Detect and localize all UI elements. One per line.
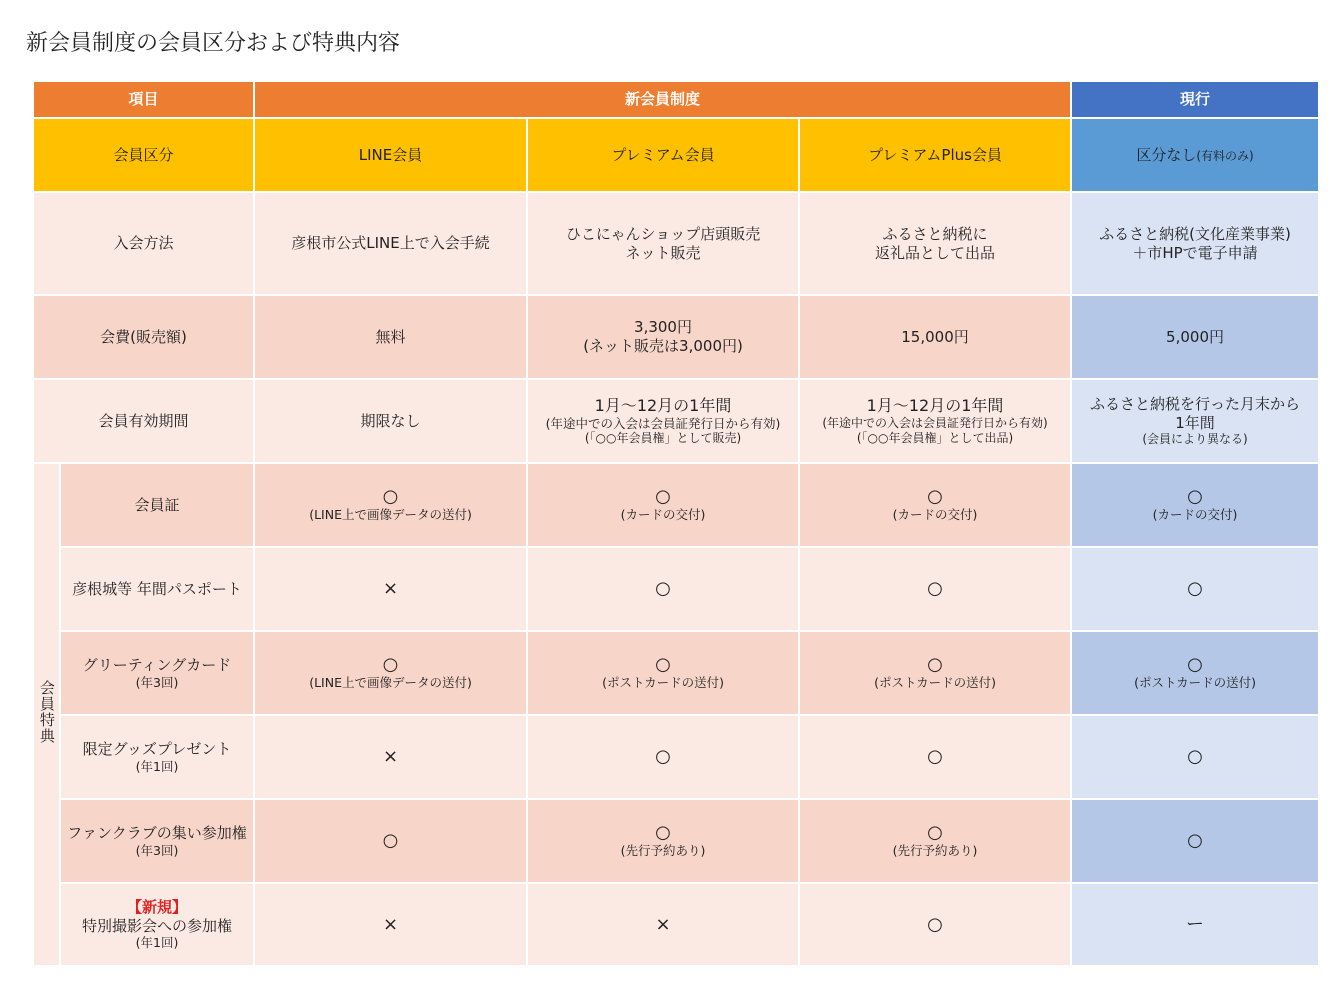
- benefit-passport-current: [1071, 547, 1319, 631]
- join-line: 彦根市公式LINE上で入会手続: [254, 192, 527, 295]
- benefit-fanclub-row: [33, 799, 1319, 883]
- benefit-passport-label: 彦根城等 年間パスポート: [60, 547, 254, 631]
- benefit-greeting-line-note: (LINE上で画像データの送付): [309, 675, 472, 691]
- join-premium-plus: [799, 192, 1071, 295]
- benefit-fanclub-premium-plus-note: (先行予約あり): [892, 843, 978, 859]
- join-premium: [527, 192, 799, 295]
- circle-mark: ○: [655, 486, 671, 508]
- join-premium-line2: ネット販売: [625, 243, 701, 262]
- benefit-card-current-note: (カードの交付): [1152, 507, 1238, 523]
- period-premium: [527, 379, 799, 463]
- circle-mark: ○: [927, 913, 943, 935]
- period-premium-plus: [799, 379, 1071, 463]
- benefit-card-premium-plus-note: (カードの交付): [892, 507, 978, 523]
- benefits-group-label: [33, 463, 60, 966]
- period-current-line2: 1年間: [1175, 413, 1215, 432]
- circle-mark: ○: [382, 486, 399, 508]
- period-premium-note2: (「○○年会員権」として販売): [584, 431, 742, 446]
- benefit-fanclub-title: ファンクラブの集い参加権: [67, 823, 247, 842]
- benefit-fanclub-premium: [527, 799, 799, 883]
- benefit-greeting-premium-plus: [799, 631, 1071, 715]
- period-premium-plus-note2: (「○○年会員権」として出品): [856, 431, 1014, 445]
- benefit-goods-line: [254, 715, 527, 799]
- benefit-passport-premium-plus: [799, 547, 1071, 631]
- fee-label: 会費(販売額): [33, 295, 254, 379]
- fee-line: 無料: [254, 295, 527, 379]
- cross-mark: ×: [382, 578, 399, 600]
- join-row: [33, 192, 1319, 295]
- period-premium-plus-main: 1月～12月の1年間: [866, 396, 1004, 415]
- circle-mark: ○: [1187, 578, 1203, 600]
- page-title: 新会員制度の会員区分および特典内容: [26, 31, 401, 56]
- benefit-goods-label: [60, 715, 254, 799]
- benefit-greeting-row: [33, 631, 1319, 715]
- join-label: 入会方法: [33, 192, 254, 295]
- circle-mark: ○: [655, 654, 671, 676]
- benefit-fanclub-premium-note: (先行予約あり): [620, 843, 706, 859]
- header-current: 現行: [1071, 81, 1319, 118]
- benefit-greeting-title: グリーティングカード: [82, 655, 232, 674]
- benefit-photo-label: [60, 883, 254, 966]
- join-current-line1: ふるさと納税(文化産業事業): [1099, 224, 1291, 243]
- fee-premium-plus: 15,000円: [799, 295, 1071, 379]
- benefit-card-premium: [527, 463, 799, 547]
- period-line: 期限なし: [254, 379, 527, 463]
- period-label: 会員有効期間: [33, 379, 254, 463]
- benefit-card-row: [33, 463, 1319, 547]
- benefit-goods-sub: (年1回): [135, 758, 179, 774]
- benefit-photo-premium: [527, 883, 799, 966]
- class-current: [1071, 118, 1319, 192]
- benefit-greeting-sub: (年3回): [135, 674, 179, 690]
- class-line: LINE会員: [254, 118, 527, 192]
- fee-current: 5,000円: [1071, 295, 1319, 379]
- benefit-goods-premium: [527, 715, 799, 799]
- benefit-card-current: [1071, 463, 1319, 547]
- benefit-goods-current: [1071, 715, 1319, 799]
- benefit-photo-line: [254, 883, 527, 966]
- header-row: [33, 81, 1319, 118]
- header-new-system: 新会員制度: [254, 81, 1071, 118]
- benefit-photo-sub: (年1回): [135, 935, 179, 951]
- benefit-greeting-label: [60, 631, 254, 715]
- benefit-card-label: 会員証: [60, 463, 254, 547]
- circle-mark: ○: [655, 578, 671, 600]
- benefits-group-text: 会員特典: [37, 680, 56, 745]
- period-row: [33, 379, 1319, 463]
- period-current-note: (会員により異なる): [1142, 432, 1248, 447]
- join-premium-plus-line1: ふるさと納税に: [882, 224, 988, 243]
- cross-mark: ×: [655, 913, 671, 935]
- benefit-goods-row: [33, 715, 1319, 799]
- class-current-main: 区分なし: [1136, 145, 1197, 164]
- circle-mark: ○: [1187, 654, 1203, 676]
- benefit-photo-title: 特別撮影会への参加権: [82, 916, 233, 935]
- benefit-greeting-premium: [527, 631, 799, 715]
- benefit-card-line-note: (LINE上で画像データの送付): [309, 507, 472, 523]
- circle-mark: ○: [927, 486, 943, 508]
- fee-premium-price: 3,300円: [634, 318, 692, 337]
- circle-mark: ○: [927, 578, 943, 600]
- benefit-photo-current: [1071, 883, 1319, 966]
- benefit-fanclub-premium-plus: [799, 799, 1071, 883]
- join-current: [1071, 192, 1319, 295]
- new-badge: 【新規】: [127, 897, 188, 916]
- benefit-goods-premium-plus: [799, 715, 1071, 799]
- circle-mark: ○: [382, 654, 399, 676]
- benefit-card-line: [254, 463, 527, 547]
- header-item: 項目: [33, 81, 254, 118]
- benefit-greeting-line: [254, 631, 527, 715]
- circle-mark: ○: [655, 822, 671, 844]
- join-premium-plus-line2: 返礼品として出品: [875, 243, 996, 262]
- period-premium-note1: (年途中での入会は会員証発行日から有効): [545, 415, 781, 431]
- benefit-fanclub-line: [254, 799, 527, 883]
- cross-mark: ×: [382, 913, 399, 935]
- class-row: [33, 118, 1319, 192]
- circle-mark: ○: [1187, 746, 1203, 768]
- circle-mark: ○: [927, 822, 943, 844]
- dash-mark: ー: [1186, 913, 1205, 935]
- join-premium-line1: ひこにゃんショップ店頭販売: [565, 224, 761, 243]
- benefit-fanclub-label: [60, 799, 254, 883]
- benefit-greeting-current-note: (ポストカードの送付): [1134, 675, 1256, 691]
- class-label: 会員区分: [33, 118, 254, 192]
- circle-mark: ○: [1187, 486, 1203, 508]
- circle-mark: ○: [927, 654, 943, 676]
- benefit-passport-row: [33, 547, 1319, 631]
- period-current: [1071, 379, 1319, 463]
- circle-mark: ○: [927, 746, 943, 768]
- circle-mark: ○: [1187, 830, 1203, 852]
- benefit-greeting-current: [1071, 631, 1319, 715]
- benefit-passport-line: [254, 547, 527, 631]
- benefit-goods-title: 限定グッズプレゼント: [82, 739, 232, 758]
- fee-premium-note: (ネット販売は3,000円): [583, 337, 743, 355]
- benefit-greeting-premium-note: (ポストカードの送付): [602, 675, 724, 691]
- join-current-line2: ＋市HPで電子申請: [1132, 243, 1258, 262]
- membership-table: [32, 80, 1320, 967]
- circle-mark: ○: [655, 746, 671, 768]
- benefit-greeting-premium-plus-note: (ポストカードの送付): [874, 675, 996, 691]
- fee-row: [33, 295, 1319, 379]
- period-current-line1: ふるさと納税を行った月末から: [1090, 394, 1301, 413]
- benefit-photo-row: [33, 883, 1319, 966]
- benefit-fanclub-sub: (年3回): [135, 842, 179, 858]
- benefit-fanclub-current: [1071, 799, 1319, 883]
- benefit-photo-premium-plus: [799, 883, 1071, 966]
- benefit-passport-premium: [527, 547, 799, 631]
- class-current-note: (有料のみ): [1196, 148, 1254, 163]
- fee-premium: [527, 295, 799, 379]
- class-premium-plus: プレミアムPlus会員: [799, 118, 1071, 192]
- cross-mark: ×: [382, 746, 399, 768]
- benefit-card-premium-plus: [799, 463, 1071, 547]
- circle-mark: ○: [382, 830, 399, 852]
- period-premium-main: 1月～12月の1年間: [594, 395, 732, 415]
- benefit-card-premium-note: (カードの交付): [620, 507, 706, 523]
- period-premium-plus-note1: (年途中での入会は会員証発行日から有効): [822, 416, 1048, 430]
- class-premium: プレミアム会員: [527, 118, 799, 192]
